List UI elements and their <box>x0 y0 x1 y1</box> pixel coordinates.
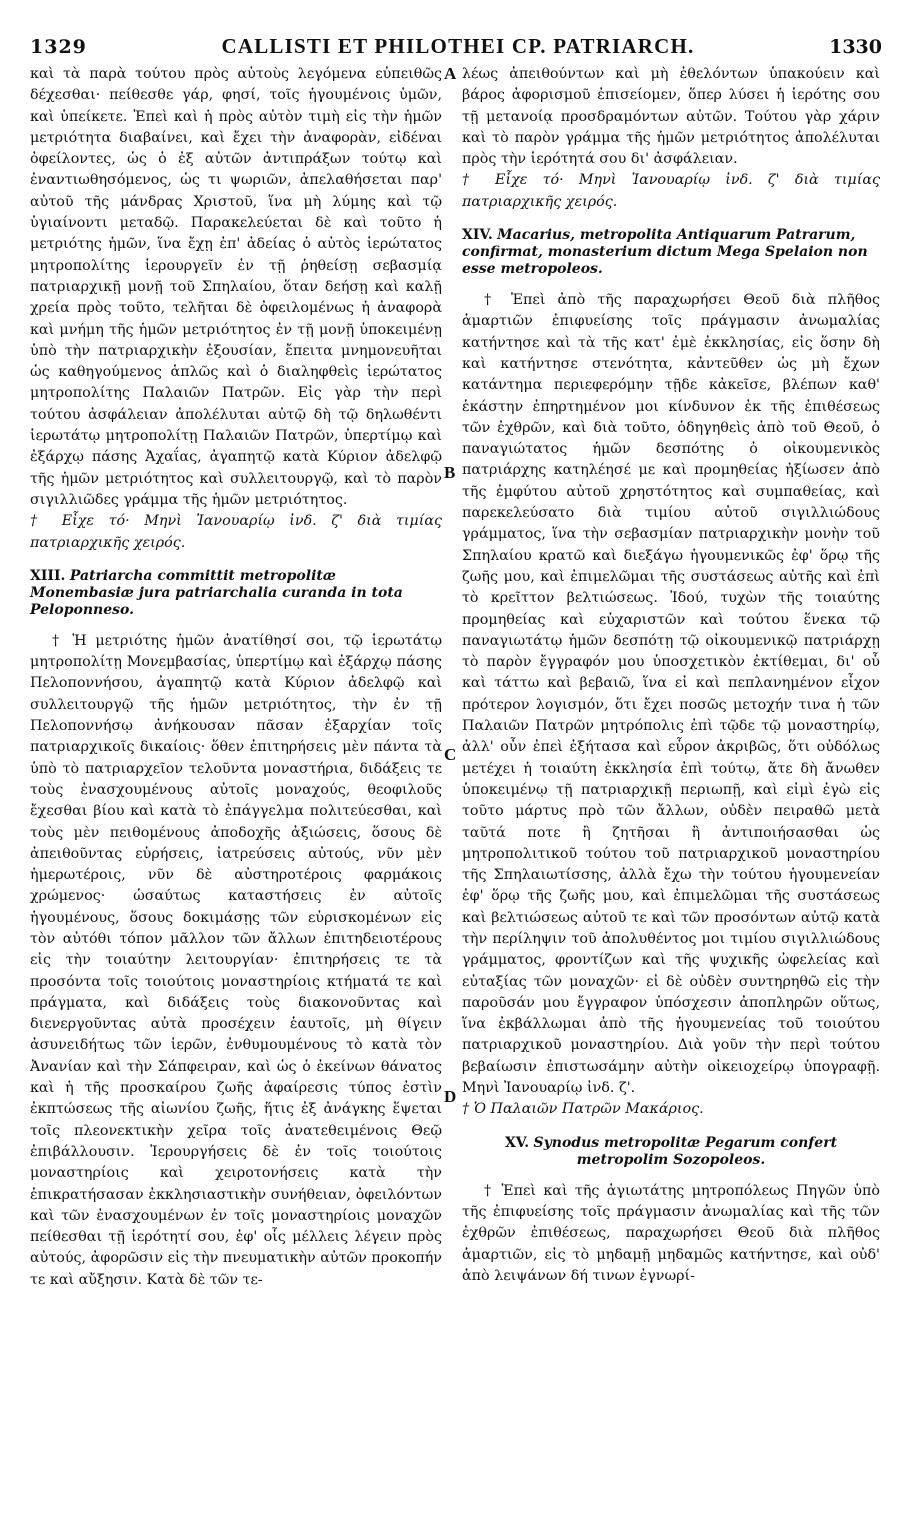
section-xiii-numeral: XIII. <box>30 567 66 584</box>
margin-letter-c: C <box>444 745 457 764</box>
left-continuation-text: καὶ τὰ παρὰ τούτου πρὸς αὐτοὺς λεγόμενα εὐπειθῶς δέχεσθαι· πείθεσθε γάρ, φησί, τοῖς ἡγουμένοις ὑμῶν, καὶ ὑπείκετε. Ἐπεὶ καὶ ἡ πρὸς αὐτὸν τιμὴ εἰς τὴν ἡμῶν μετριότητα διαβαίνει, καὶ ἔχει τὴν ἀναφορὰν, εἰδέναι ὀφείλοντες, ὡς ὁ ἐξ αὐτῶν ἀντιπράξων τούτῳ καὶ ἐναντιωθησόμενος, ὡς τι ψωριῶν, ἀπελαθήσεται παρ' αὐτοῦ τῆς μάνδρας Χριστοῦ, ἵνα μὴ λύμης καὶ τῷ ὑγιαίνοντι μεταδῷ. Παρακελεύεται δὲ καὶ τοῦτο ἡ μετριότης ἡμῶν, ἵνα ἔχῃ ἐπ' ἀδείας ὁ αὐτὸς ἱερώτατος μητροπολίτης ἱερουργεῖν ἐν τῇ ῥηθείσῃ σεβασμίᾳ πατριαρχικῇ μονῇ τοῦ Σπηλαίου, ὅταν δεήσῃ καὶ καλῇ χρεία πρὸς τοῦτο, τελῆται δὲ ὀφειλομένως ἡ ἀναφορὰ καὶ μνήμη τῆς ἡμῶν μετριότητος ἐν τῇ μονῇ ὑποκειμένῃ ὑπὸ τὴν πατριαρχικὴν ἐξουσίαν, ἔπειτα μνημονευῆται ὡς καθηγούμενος ἁπλῶς καὶ ὁ διαληφθεὶς ἱερώτατος μητροπολίτης Παλαιῶν Πατρῶν. Εἰς γὰρ τὴν περὶ τούτου ἀσφάλειαν ἀπολέλυται αὐτῷ δὴ τῷ δηλωθέντι ἱερωτάτῳ μητροπολίτῃ Παλαιῶν Πατρῶν, ὑπερτίμῳ καὶ ἐξάρχῳ πάσης Ἀχαΐας, ἀγαπητῷ κατὰ Κύριον ἀδελφῷ τῆς ἡμῶν μετριότητος καὶ συλλειτουργῷ, καὶ τὸ παρὸν σιγιλλιῶδες γράμμα τῆς ἡμῶν μετριότητος. <box>30 66 442 508</box>
right-continuation-text: λέως ἀπειθούντων καὶ μὴ ἐθελόντων ὑπακούειν καὶ βάρος ἀφορισμοῦ ἐπισείομεν, ὅπερ λύσει ἡ ἱερότης σου τῇ μετανοίᾳ προσδραμόντων αὐτῶν. Τούτου γὰρ χάριν καὶ τὸ παρὸν γράμμα τῆς ἡμῶν μετριότητος ἀπολέλυται πρὸς τὴν ἱερότητά σου δι' ἀσφάλειαν. <box>462 66 880 168</box>
section-xiii-body: † Ἡ μετριότης ἡμῶν ἀνατίθησί σοι, τῷ ἱερωτάτῳ μητροπολίτῃ Μονεμβασίας, ὑπερτίμῳ καὶ ἐξάρχῳ πάσης Πελοποννήσου, ἀγαπητῷ κατὰ Κύριον ἀδελφῷ καὶ συλλειτουργῷ τῆς ἡμῶν μετριότητος, τὴν ἐν τῇ Πελοποννήσῳ ἀνήκουσαν πᾶσαν ἐξαρχίαν τοῖς πατριαρχικοῖς δικαίοις· ὅθεν ἐπιτηρήσεις μὲν πάντα τὰ ὑπὸ τὸ πατριαρχεῖον τελοῦντα μοναστήρια, διδάξεις τε τοὺς ἐνασχουμένους αὐτοῖς μοναχούς, θεοφιλοῦς ἔχεσθαι βίου καὶ κατὰ τὸ ἐπάγγελμα πολιτεύεσθαι, καὶ τοὺς μὲν πειθομένους ἀποδοχῆς ἀξιώσεις, ὅσους δὲ ἀπειθοῦντας εὑρήσεις, ἰατρεύσεις αὐτούς, νῦν μὲν ἡμερωτέροις, νῦν δὲ αὐστηροτέροις φαρμάκοις χρώμενος· ὡσαύτως καταστήσεις ἐν αὐτοῖς ἡγουμένους, ὅσους δοκιμάσῃς τῶν εὑρισκομένων εἰς τὸν αὐτόθι τόπον μᾶλλον τῶν ἄλλων ἐπιτηδειοτέρους εἰς τὴν τοιαύτην λειτουργίαν· ἐπιτηρήσεις τε τὰ προσόντα τοῖς τοιούτοις μοναστηρίοις κτήματά τε καὶ πράγματα, καὶ διδάξεις τοὺς διακονοῦντας καὶ διενεργοῦντας αὐτὰ προσέχειν ἑαυτοῖς, μὴ θίγειν ἀσυνειδήτως τῶν ἱερῶν, ἐνθυμουμένους τὸ κατὰ τὸν Ἀνανίαν καὶ τὴν Σάπφειραν, καὶ ὡς ὁ ἐκείνων θάνατος καὶ ἡ τῆς προσκαίρου ζωῆς ἀφαίρεσις τύπος ἐστὶν ἐκπτώσεως τῆς αἰωνίου ζωῆς, ἥτις ἐξ ἀνάγκης ἕψεται τοῖς πλεονεκτικὴν χεῖρα τοῖς ἀνατεθειμένοις Θεῷ ἐπιβάλλουσιν. Ἱερουργήσεις δὲ ἐν τοῖς τοιούτοις μοναστηρίοις καὶ χειροτονήσεις κατὰ τὴν ἐπικρατήσασαν ἐκκλησιαστικὴν συνήθειαν, ὀφειλόντων καὶ τῶν ἐνασχουμένων ἐν τοῖς μοναστηρίοις μοναχῶν πείθεσθαι τῇ ἱερότητί σου, ἐφ' οἷς μέλλεις λέγειν πρὸς αὐτούς, ἀφορῶσιν εἰς τὴν πνευματικὴν αὐτῶν προκοπήν τε καὶ αὔξησιν. Κατὰ δὲ τῶν τε- <box>30 632 442 1288</box>
page-header <box>30 34 882 64</box>
left-column <box>30 64 442 1291</box>
left-signature: † Εἶχε τό· Μηνὶ Ἰανουαρίῳ ἰνδ. ζ' διὰ τιμίας πατριαρχικῆς χειρός. <box>30 513 442 551</box>
section-xiv-title: Macarius, metropolita Antiquarum Patrarum, confirmat, monasterium dictum Mega Spelaion non esse metropoleos. <box>462 227 868 278</box>
section-xv-numeral: XV. <box>504 1134 530 1151</box>
page-number: 1329 <box>30 36 87 58</box>
section-xiii-title: Patriarcha committit metropolitæ Monembasiæ jura patriarchalia curanda in tota Peloponneso. <box>30 567 403 618</box>
section-xiv-body: † Ἐπεὶ ἀπὸ τῆς παραχωρήσει Θεοῦ διὰ πλῆθος ἁμαρτιῶν ἐπιφυείσης τοῖς πράγμασιν ἀνωμαλίας κατήντησε καὶ τὰ τῆς κατ' ἐμὲ ἐκκλησίας, εἰς ὅσην δὴ καὶ κατήντησε στενότητα, κἀντεῦθεν ὡς μὴ ἔχων κατάντημα περιεφερόμην τῇδε κἀκεῖσε, βλέπων καθ' ἑκάστην ἐπηρτημένον μοι κίνδυνον ἐκ τῆς ἐπιθέσεως τῶν ἐχθρῶν, καὶ διὰ τοῦτο, ὁδηγηθεὶς ἀπὸ τοῦ Θεοῦ, ὁ παναγιώτατος ἡμῶν δεσπότης ὁ οἰκουμενικὸς πατριάρχης κατηλέησέ με καὶ προμηθείας ἠξίωσεν ἀπὸ τῆς ἐμφύτου αὐτοῦ χρηστότητος καὶ συμπαθείας, καὶ παρεκελεύσατο διὰ τιμίου αὐτοῦ σιγιλλιώδους γράμματος, ἵνα τὴν σεβασμίαν πατριαρχικὴν μονὴν τοῦ Σπηλαίου κρατῶ καὶ διεξάγω ἡγουμενικῶς ἐφ' ὅρῳ τῆς ζωῆς μου, καὶ ἐπιμελῶμαι τῆς συστάσεως αὐτῆς καὶ ἐπὶ τὸ κρεῖττον βελτιώσεως. Ἰδού, τυχὼν τῆς τοιαύτης προμηθείας καὶ εὐχαριστῶν καὶ τούτου ἕνεκα τῷ παναγιωτάτῳ ἡμῶν δεσπότῃ τῷ οἰκουμενικῷ πατριάρχῃ τὸ παρὸν ἔγγραφόν μου ὑποσχετικὸν ἐκτίθεμαι, δι' οὗ καὶ τάττω καὶ βεβαιῶ, ἵνα εἰ καὶ πεπλανημένον εἶχον πρότερον λογισμόν, ὅτι ἔχει ποσῶς μετοχήν τινα ἡ τῶν Παλαιῶν Πατρῶν μητρόπολις ἐπὶ τῷδε τῷ μοναστηρίῳ, ἀλλ' οὖν ἐπεὶ ἐξήτασα καὶ εὗρον ἀκριβῶς, ὅτι οὐδόλως μετέχει ἡ τοιαύτη ἐκκλησία ἐπὶ τούτῳ, ἅτε δὴ ἄνωθεν ὑποκειμένῳ τῇ πατριαρχικῇ περιωπῇ, καὶ εἰμὶ ἐγὼ εἰς τοῦτο μάρτυς πρὸ τῶν ἄλλων, οὐδὲν πειραθῶ μετὰ ταῦτά ποτε ἢ ζητῆσαι ἢ ἀντιποιήσασθαι ὡς μητροπολιτικοῦ τούτου τοῦ πατριαρχικοῦ μοναστηρίου τῆς Σπηλαιωτίσσης, ἀλλὰ ἔχω τὴν τούτου ἡγουμενείαν ἐφ' ὅρῳ τῆς ζωῆς μου, καὶ ἐπιμελῶμαι τῆς συστάσεως καὶ βελτιώσεως αὐτοῦ τε καὶ τῶν προσόντων αὐτῷ κατὰ τὴν περίληψιν τοῦ ἀπολυθέντος μοι τιμίου σιγιλλιώδους γράμματος, φροντίζων καὶ τῆς ψυχικῆς ὠφελείας καὶ εὐταξίας τῶν μοναχῶν· εἰ δὲ οὐδὲν συντηρηθῶ εἰς τὴν παροῦσάν μου ἔγγραφον ὑπόσχεσιν ἀποπληρῶν οὕτως, ἵνα ἐκβάλλωμαι ἀπὸ τῆς ἡγουμενείας τοῦ τοιούτου πατριαρχικοῦ μοναστηρίου. Διὰ γοῦν τὴν περὶ τούτου βεβαίωσιν ἐπιστωσάμην αὐτὴν οἰκειοχείρῳ ὑπογραφῇ. Μηνὶ Ἰανουαρίῳ ἰνδ. ζ'. <box>462 292 880 1097</box>
margin-letter-b: B <box>444 463 456 482</box>
section-xv-body: † Ἐπεὶ καὶ τῆς ἁγιωτάτης μητροπόλεως Πηγῶν ὑπὸ τῆς ἐπιφυείσης τοῖς πράγμασιν ἀνωμαλίας καὶ τῆς τῶν ἐχθρῶν ἐπιθέσεως, παραχωρήσει Θεοῦ διὰ πλῆθος ἁμαρτιῶν, εἰς τὸ μηδαμῇ μηδαμῶς κατήντησε, καὶ οὐδ' ἀπὸ λειψάνων δή τινων ἐγνωρί- <box>462 1182 880 1284</box>
section-xv-heading <box>462 1135 880 1169</box>
section-xiii-heading <box>30 568 442 619</box>
section-xiv-heading <box>462 227 880 278</box>
right-signature-1: † Εἶχε τό· Μηνὶ Ἰανουαρίῳ ἰνδ. ζ' διὰ τιμίας πατριαρχικῆς χειρός. <box>462 172 880 210</box>
running-title: CALLISTI ET PHILOTHEI CP. PATRIARCH. <box>221 34 695 58</box>
margin-letter-a: A <box>444 64 457 83</box>
column-marker: 1330 <box>829 36 882 58</box>
right-signature-2: † Ὁ Παλαιῶν Πατρῶν Μακάριος. <box>462 1101 704 1118</box>
right-column <box>462 64 880 1287</box>
margin-letter-d: D <box>444 1087 457 1106</box>
section-xiv-numeral: XIV. <box>462 227 493 244</box>
section-xv-title: Synodus metropolitæ Pegarum confert metropolim Sozopoleos. <box>533 1134 838 1168</box>
